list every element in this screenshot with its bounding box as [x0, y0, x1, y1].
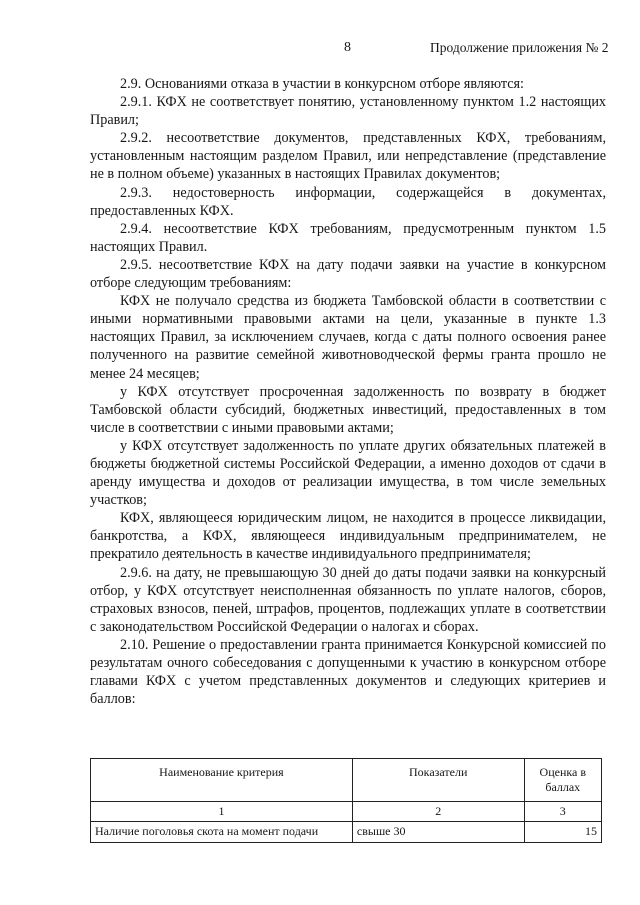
table-cell: Наличие поголовья скота на момент подачи — [91, 822, 353, 843]
column-header: Показатели — [352, 759, 524, 802]
criteria-table — [90, 758, 602, 843]
table-header-row — [91, 759, 602, 802]
running-head: Продолжение приложения № 2 — [430, 40, 609, 55]
paragraph: у КФХ отсутствует просроченная задолженность по возврату в бюджет Тамбовской области субсидий, бюджетных инвестиций, предоставленных в том числе в соответствии с иными правовыми актами; — [90, 383, 606, 436]
paragraph: 2.9.5. несоответствие КФХ на дату подачи заявки на участие в конкурсном отборе следующим требованиям: — [90, 256, 606, 292]
paragraph: 2.9.6. на дату, не превышающую 30 дней до даты подачи заявки на конкурсный отбор, у КФХ отсутствует неисполненная обязанность по уплате налогов, сборов, страховых взносов, пеней, штрафов, процентов, подлежащих уплате в соответствии с законодательством Российской Федерации о налогах и сборах. — [90, 564, 606, 635]
paragraph: КФХ не получало средства из бюджета Тамбовской области в соответствии с иными нормативными правовыми актами на цели, указанные в пункте 1.3 настоящих Правил, за исключением случаев, когда с даты полного освоения ранее полученного на развитие семейной животноводческой фермы гранта прошло не менее 24 месяцев; — [90, 293, 606, 382]
body-text — [90, 75, 606, 708]
paragraph: 2.9.4. несоответствие КФХ требованиям, предусмотренным пунктом 1.5 настоящих Правил. — [90, 220, 606, 255]
page-number: 8 — [344, 40, 351, 55]
paragraph: 2.10. Решение о предоставлении гранта принимается Конкурсной комиссией по результатам очного собеседования с допущенными к участию в конкурсном отборе главами КФХ с учетом представленных документов и следующих критериев и баллов: — [90, 636, 606, 708]
table-cell: свыше 30 — [352, 822, 524, 843]
paragraph: 2.9. Основаниями отказа в участии в конкурсном отборе являются: — [120, 76, 524, 92]
column-number-row — [91, 802, 602, 822]
table-row — [91, 822, 602, 843]
column-number: 2 — [352, 802, 524, 822]
paragraph: у КФХ отсутствует задолженность по уплате других обязательных платежей в бюджеты бюджетной системы Российской Федерации, а именно доходов от сдачи в аренду имущества и доходов от реализации имущества, в том числе земельных участков; — [90, 437, 606, 509]
column-number: 1 — [91, 802, 353, 822]
paragraph: 2.9.3. недостоверность информации, содержащейся в документах, предоставленных КФХ. — [90, 184, 606, 219]
paragraph: 2.9.1. КФХ не соответствует понятию, установленному пунктом 1.2 настоящих Правил; — [90, 94, 606, 129]
column-header: Наименование критерия — [91, 759, 353, 802]
table-cell: 15 — [524, 822, 601, 843]
paragraph: КФХ, являющееся юридическим лицом, не находится в процессе ликвидации, банкротства, а КФХ, являющееся индивидуальным предпринимателем, не прекратило деятельность в качестве индивидуального предпринимателя; — [90, 510, 606, 563]
column-number: 3 — [524, 802, 601, 822]
column-header: Оценка в баллах — [524, 759, 601, 802]
paragraph: 2.9.2. несоответствие документов, представленных КФХ, требованиям, установленным настоящим разделом Правил, или непредставление (представление не в полном объеме) указанных в настоящих Правилах документов; — [90, 130, 606, 183]
